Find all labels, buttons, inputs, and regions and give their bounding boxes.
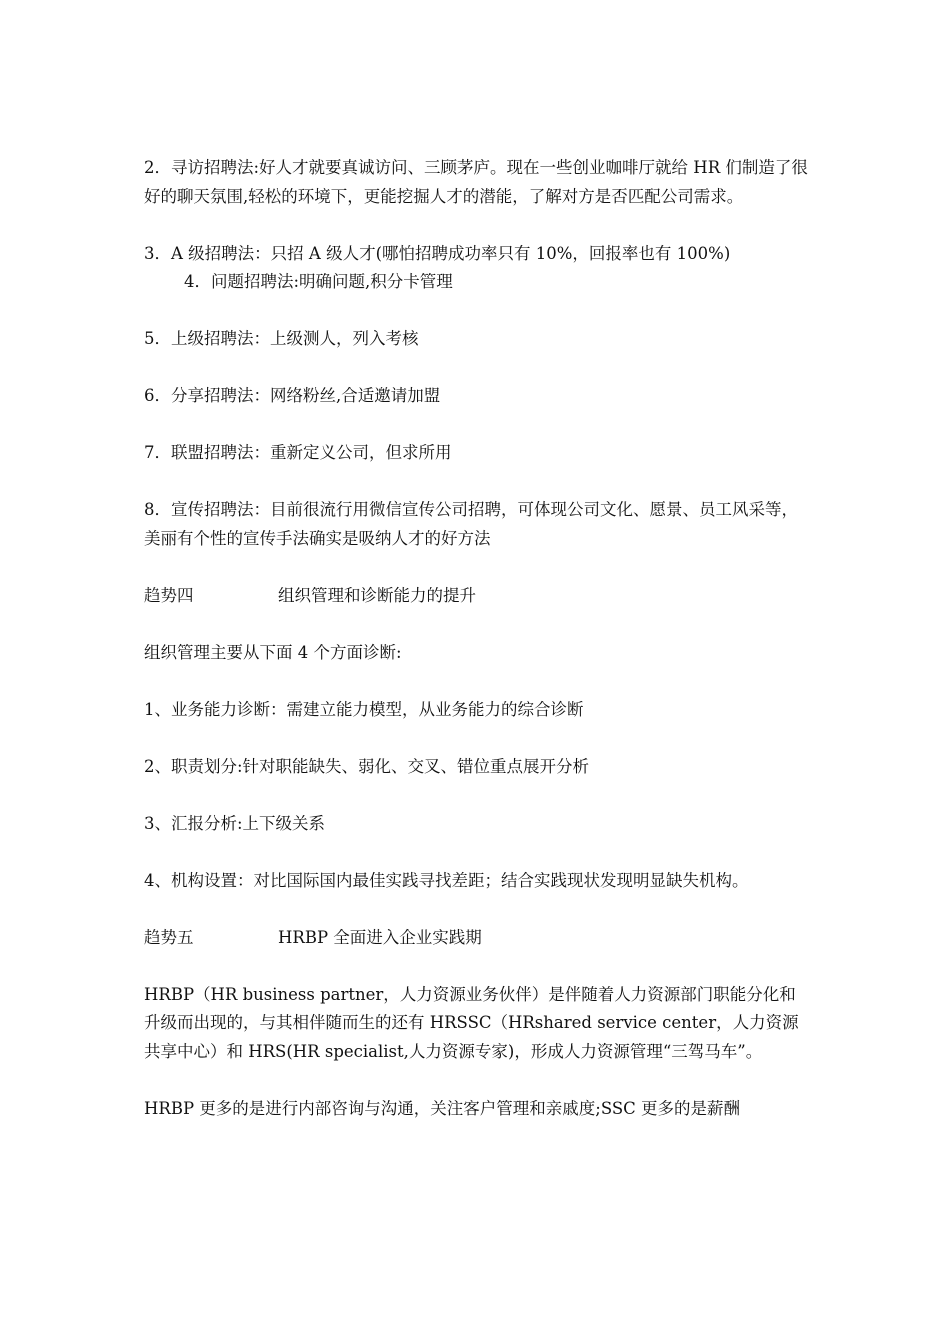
paragraph-org-business-ability: 1、业务能力诊断：需建立能力模型，从业务能力的综合诊断 xyxy=(144,699,584,719)
paragraph-org-intro: 组织管理主要从下面 4 个方面诊断: xyxy=(144,642,402,662)
paragraph-problem-recruitment: 4．问题招聘法:明确问题,积分卡管理 xyxy=(184,272,453,291)
paragraph-promotion-recruitment: 8．宣传招聘法：目前很流行用微信宣传公司招聘，可体现公司文化、愿景、员工风采等，美丽有个性的宣传手法确实是吸纳人才的好方法 xyxy=(144,500,798,548)
trend-four-heading xyxy=(144,582,809,611)
trend-five-label: 趋势五 xyxy=(144,927,194,947)
paragraph-visiting-recruitment: 2．寻访招聘法:好人才就要真诚访问、三顾茅庐。现在一些创业咖啡厅就给 HR 们制造了很好的聊天氛围,轻松的环境下，更能挖掘人才的潜能，了解对方是否匹配公司需求。 xyxy=(144,158,808,206)
document-body xyxy=(144,154,809,1123)
paragraph-org-duty-division: 2、职责划分:针对职能缺失、弱化、交叉、错位重点展开分析 xyxy=(144,756,590,776)
trend-five-heading xyxy=(144,924,809,953)
trend-four-title: 组织管理和诊断能力的提升 xyxy=(278,585,476,605)
paragraph-org-structure-setup: 4、机构设置：对比国际国内最佳实践寻找差距；结合实践现状发现明显缺失机构。 xyxy=(144,870,749,890)
paragraph-hrbp-definition: HRBP（HR business partner，人力资源业务伙伴）是伴随着人力资源部门职能分化和升级而出现的，与其相伴随而生的还有 HRSSC（HRshared service center，人力资源共享中心）和 HRS(HR specialist,人力资源专家)，形成人力资源管理“三驾马车”。 xyxy=(144,984,799,1061)
paragraph-a-level-recruitment: 3．A 级招聘法：只招 A 级人才(哪怕招聘成功率只有 10%，回报率也有 100%) xyxy=(144,243,731,263)
paragraph-org-report-analysis: 3、汇报分析:上下级关系 xyxy=(144,813,326,833)
trend-four-label: 趋势四 xyxy=(144,585,194,605)
paragraph-superior-recruitment: 5．上级招聘法：上级测人，列入考核 xyxy=(144,329,419,348)
trend-five-title: HRBP 全面进入企业实践期 xyxy=(278,927,482,947)
paragraph-alliance-recruitment: 7．联盟招聘法：重新定义公司，但求所用 xyxy=(144,443,452,462)
paragraph-sharing-recruitment: 6．分享招聘法：网络粉丝,合适邀请加盟 xyxy=(144,386,441,405)
paragraph-hrbp-focus: HRBP 更多的是进行内部咨询与沟通，关注客户管理和亲戚度;SSC 更多的是薪酬 xyxy=(144,1098,741,1118)
